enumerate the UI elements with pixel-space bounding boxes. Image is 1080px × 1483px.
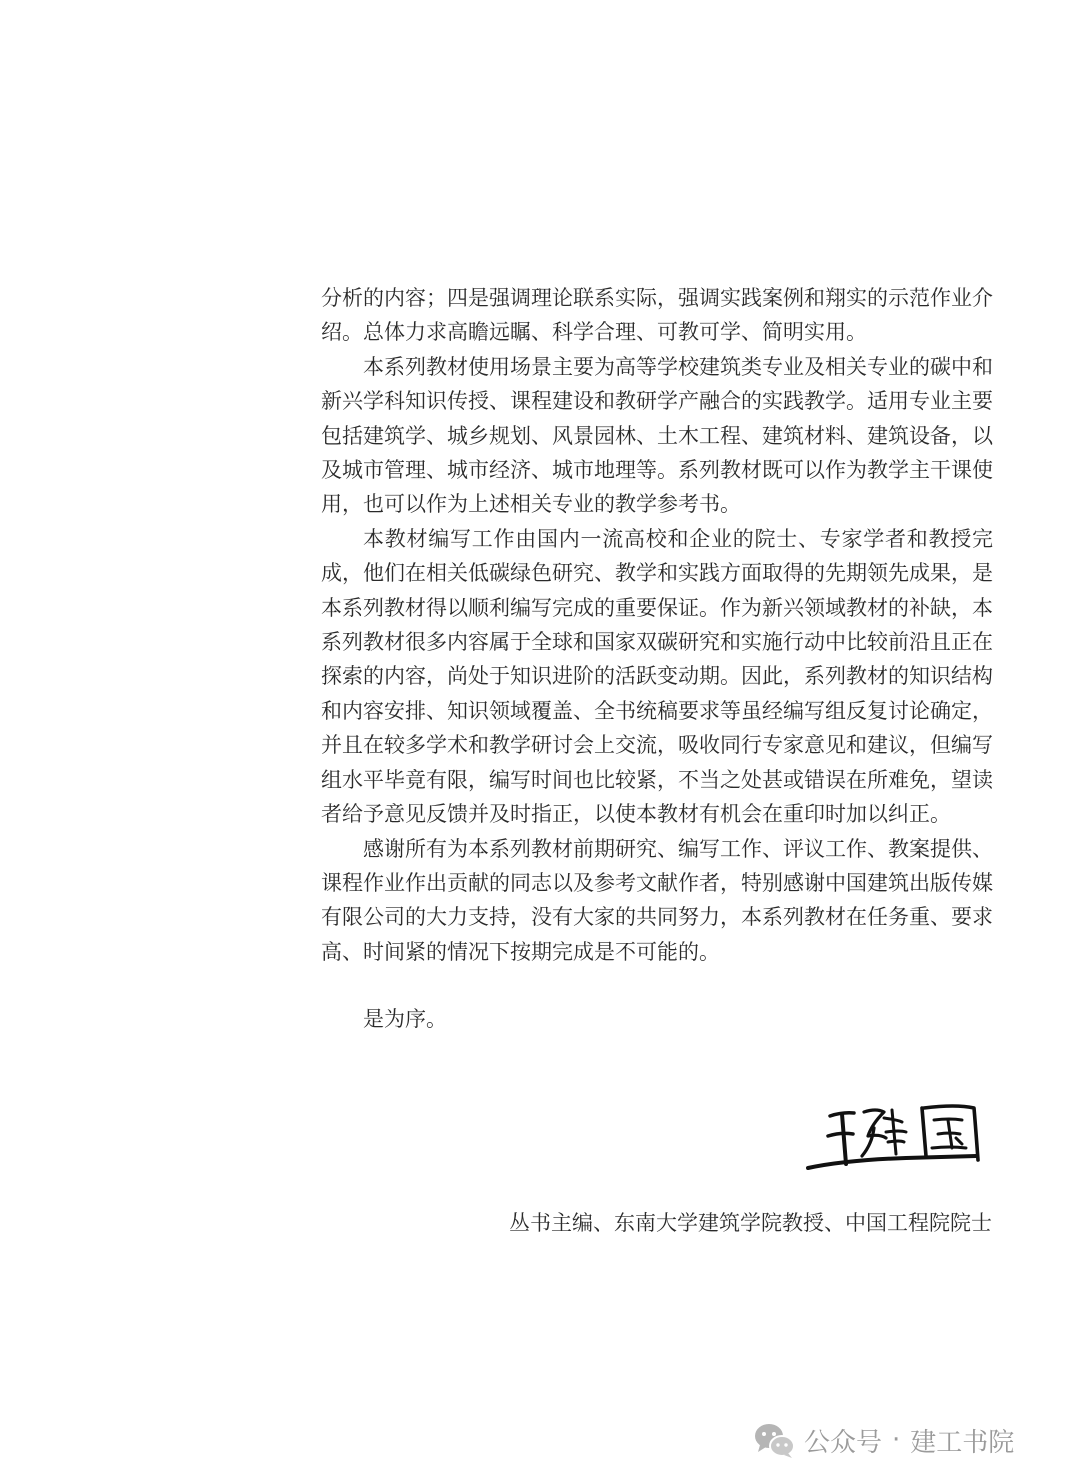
- watermark-account: 建工书院: [910, 1427, 1015, 1458]
- handwritten-signature: [806, 1098, 988, 1176]
- watermark-separator: ·: [892, 1425, 901, 1455]
- wechat-watermark: [752, 1420, 1014, 1460]
- paragraph-authors: 本教材编写工作由国内一流高校和企业的院士、专家学者和教授完成，他们在相关低碳绿色研究、教学和实践方面取得的先期领先成果，是本系列教材得以顺利编写完成的重要保证。作为新兴领域教材的补缺，本系列教材很多内容属于全球和国家双碳研究和实施行动中比较前沿且正在探索的内容，尚处于知识进阶的活跃变动期。因此，系列教材的知识结构和内容安排、知识领域覆盖、全书统稿要求等虽经编写组反复讨论确定，并且在较多学术和教学研讨会上交流，吸收同行专家意见和建议，但编写组水平毕竟有限，编写时间也比较紧，不当之处甚或错误在所难免，望读者给予意见反馈并及时指正，以使本教材有机会在重印时加以纠正。: [321, 526, 993, 827]
- closing-line: 是为序。: [363, 1007, 447, 1031]
- preface-body: [321, 281, 993, 969]
- wechat-icon: [752, 1420, 796, 1460]
- paragraph-acknowledgements: 感谢所有为本系列教材前期研究、编写工作、评议工作、教案提供、课程作业作出贡献的同志以及参考文献作者，特别感谢中国建筑出版传媒有限公司的大力支持，没有大家的共同努力，本系列教材在任务重、要求高、时间紧的情况下按期完成是不可能的。: [321, 836, 993, 964]
- paragraph-usage-scenarios: 本系列教材使用场景主要为高等学校建筑类专业及相关专业的碳中和新兴学科知识传授、课程建设和教研学产融合的实践教学。适用专业主要包括建筑学、城乡规划、风景园林、土木工程、建筑材料、建筑设备，以及城市管理、城市经济、城市地理等。系列教材既可以作为教学主干课使用，也可以作为上述相关专业的教学参考书。: [321, 354, 993, 517]
- watermark-prefix: 公众号: [804, 1427, 883, 1458]
- paragraph-continued: 分析的内容；四是强调理论联系实际，强调实践案例和翔实的示范作业介绍。总体力求高瞻远瞩、科学合理、可教可学、简明实用。: [321, 286, 993, 345]
- author-byline: 丛书主编、东南大学建筑学院教授、中国工程院院士: [509, 1211, 992, 1235]
